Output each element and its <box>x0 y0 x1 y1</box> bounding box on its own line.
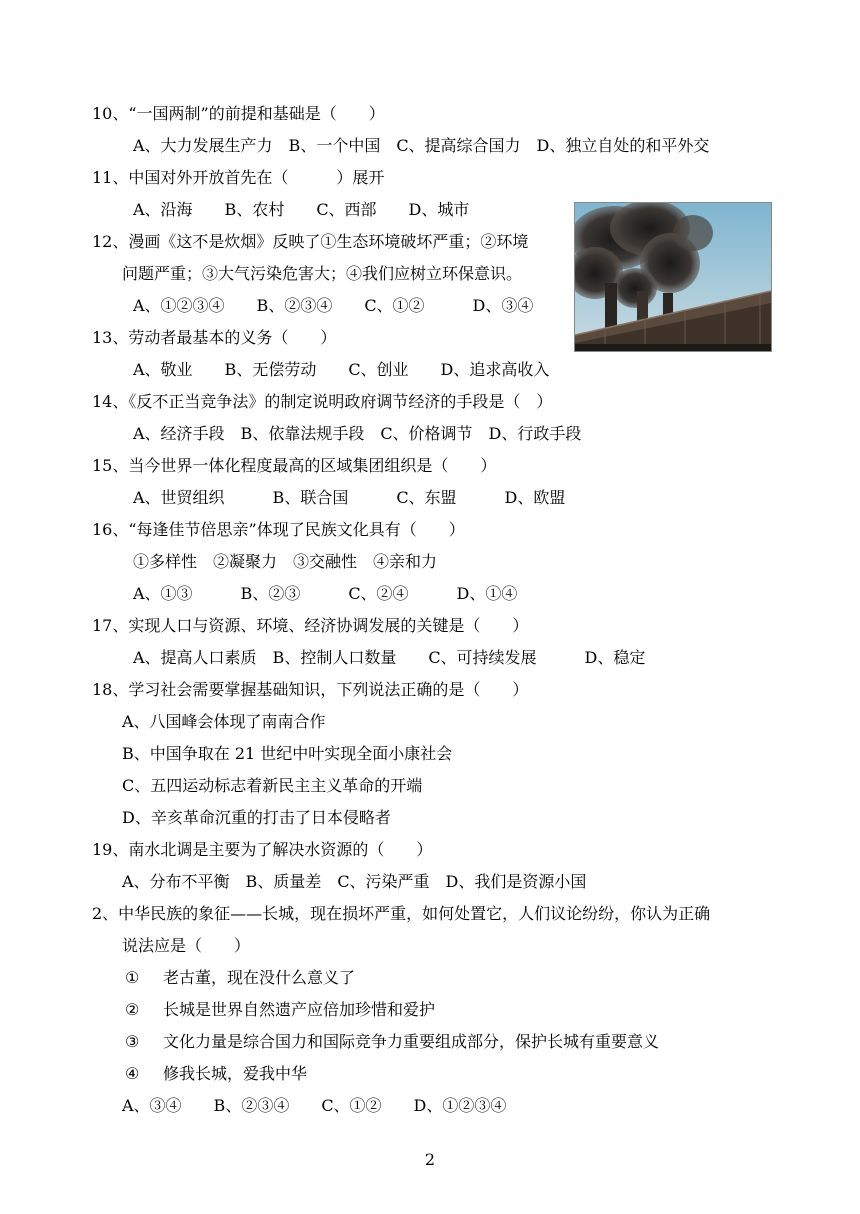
question-18-option-b: B、中国争取在 21 世纪中叶实现全面小康社会 <box>122 744 453 763</box>
question-10-options: A、大力发展生产力 B、一个中国 C、提高综合国力 D、独立自处的和平外交 <box>133 136 710 155</box>
question-18: 18、学习社会需要掌握基础知识，下列说法正确的是（ ） <box>92 680 529 699</box>
question-10: 10、“一国两制”的前提和基础是（ ） <box>92 104 385 123</box>
question-15: 15、当今世界一体化程度最高的区域集团组织是（ ） <box>92 456 497 475</box>
question-16: 16、“每逢佳节倍思亲”体现了民族文化具有（ ） <box>92 520 465 539</box>
question-18-option-c: C、五四运动标志着新民主主义革命的开端 <box>122 776 423 795</box>
question-12: 12、漫画《这不是炊烟》反映了①生态环境破坏严重；②环境 <box>92 232 529 251</box>
question-20-item-1: 老古董，现在没什么意义了 <box>163 968 356 987</box>
question-20-item-4: 修我长城，爱我中华 <box>163 1064 308 1083</box>
question-15-options: A、世贸组织 B、联合国 C、东盟 D、欧盟 <box>133 488 566 507</box>
question-20-item-3: 文化力量是综合国力和国际竞争力重要组成部分，保护长城有重要意义 <box>163 1032 660 1051</box>
question-18-option-d: D、辛亥革命沉重的打击了日本侵略者 <box>122 808 391 827</box>
question-19-options: A、分布不平衡 B、质量差 C、污染严重 D、我们是资源小国 <box>122 872 587 891</box>
question-12-continued: 问题严重；③大气污染危害大；④我们应树立环保意识。 <box>122 264 523 283</box>
question-19: 19、南水北调是主要为了解决水资源的（ ） <box>92 840 433 859</box>
question-16-items: ①多样性 ②凝聚力 ③交融性 ④亲和力 <box>133 552 438 571</box>
question-17: 17、实现人口与资源、环境、经济协调发展的关键是（ ） <box>92 616 529 635</box>
question-20-item-3-number: ③ <box>125 1032 140 1051</box>
question-13-options: A、敬业 B、无偿劳动 C、创业 D、追求高收入 <box>133 360 550 379</box>
question-20: 2、中华民族的象征——长城，现在损坏严重，如何处置它，人们议论纷纷，你认为正确 <box>92 904 711 923</box>
question-20-item-2: 长城是世界自然遗产应倍加珍惜和爱护 <box>163 1000 436 1019</box>
question-20-options: A、③④ B、②③④ C、①② D、①②③④ <box>122 1096 507 1115</box>
question-12-options: A、①②③④ B、②③④ C、①② D、③④ <box>133 296 534 315</box>
question-11-options: A、沿海 B、农村 C、西部 D、城市 <box>133 200 470 219</box>
page-number: 2 <box>424 1150 436 1169</box>
question-16-options: A、①③ B、②③ C、②④ D、①④ <box>133 584 518 603</box>
question-20-item-2-number: ② <box>125 1000 140 1019</box>
question-14-options: A、经济手段 B、依靠法规手段 C、价格调节 D、行政手段 <box>133 424 582 443</box>
question-13: 13、劳动者最基本的义务（ ） <box>92 328 337 347</box>
smoke-stacks-photo <box>574 202 772 352</box>
question-11: 11、中国对外开放首先在（ ）展开 <box>92 168 385 187</box>
question-20-item-4-number: ④ <box>125 1064 140 1083</box>
question-20-continued: 说法应是（ ） <box>122 936 251 955</box>
question-20-item-1-number: ① <box>125 968 140 987</box>
question-18-option-a: A、八国峰会体现了南南合作 <box>122 712 326 731</box>
question-17-options: A、提高人口素质 B、控制人口数量 C、可持续发展 D、稳定 <box>133 648 646 667</box>
question-14: 14、《反不正当竞争法》的制定说明政府调节经济的手段是（ ） <box>92 392 553 411</box>
